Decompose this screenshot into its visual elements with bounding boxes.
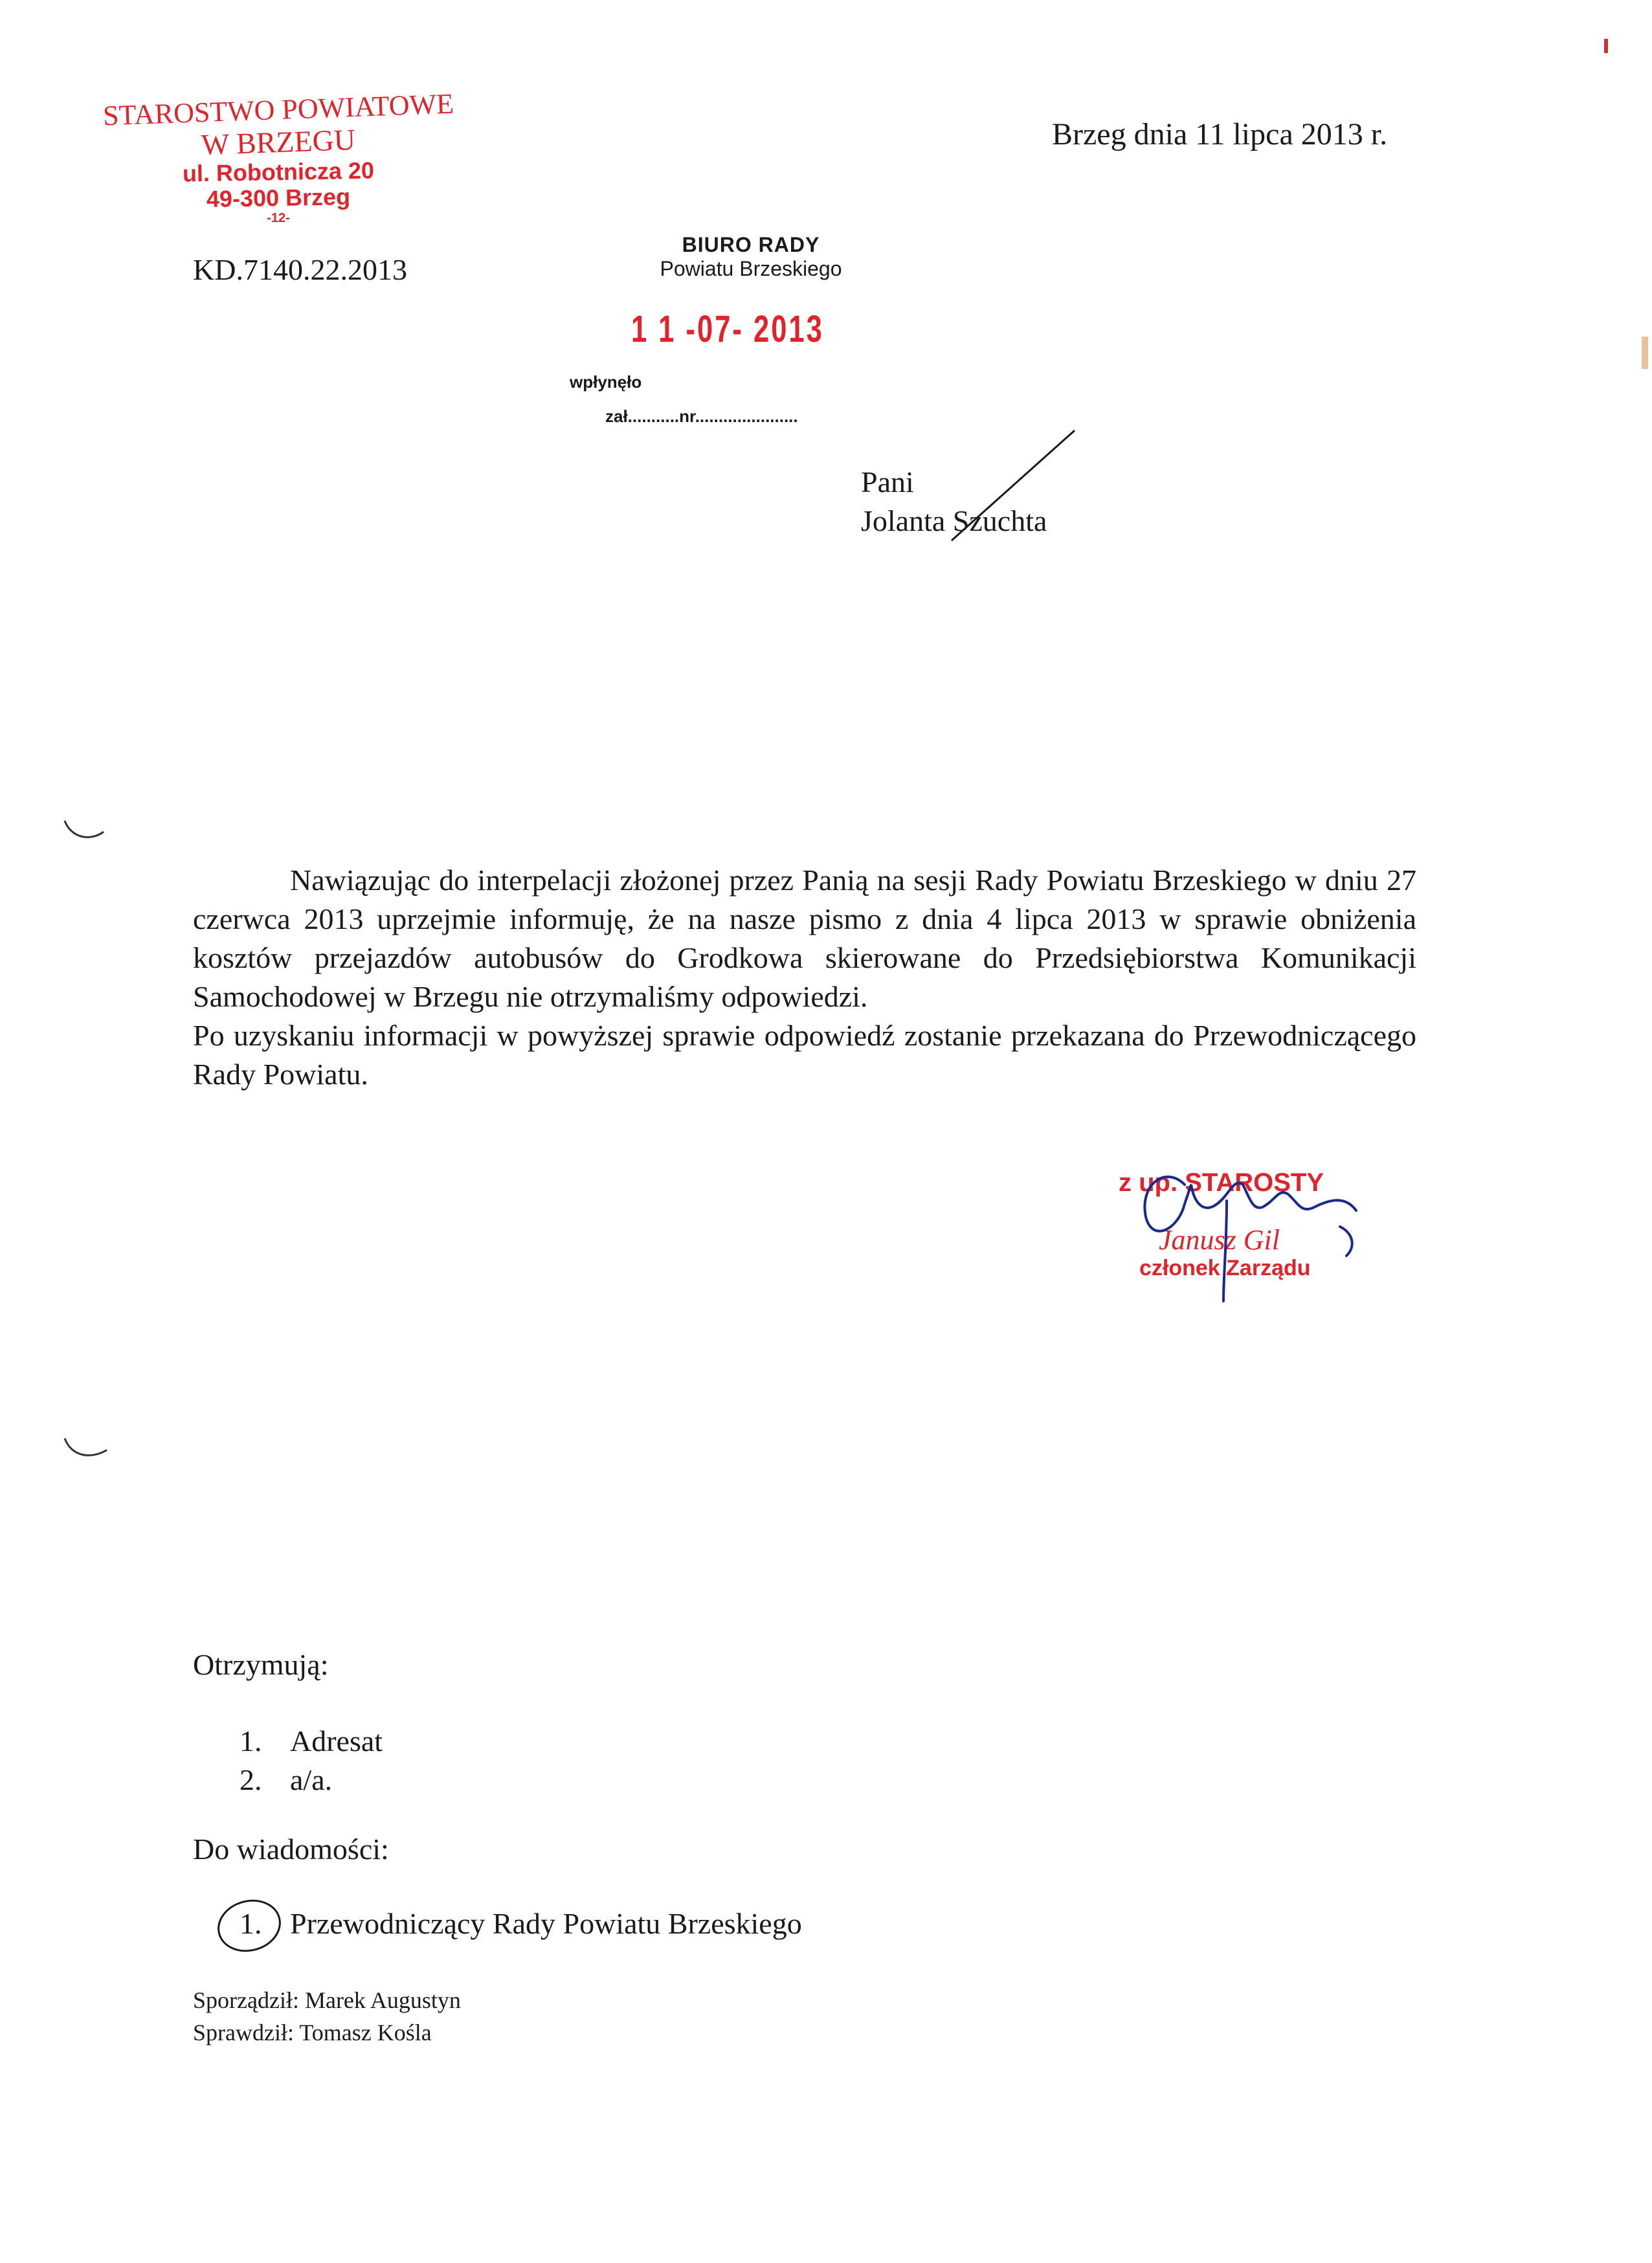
list-item-label: a/a. (290, 1763, 333, 1796)
info-item-label: Przewodniczący Rady Powiatu Brzeskiego (290, 1907, 802, 1940)
recipient-block (861, 463, 1047, 541)
received-date-stamp: 1 1 -07- 2013 (631, 308, 824, 350)
letter-body (193, 861, 1416, 1094)
body-paragraph-2: Po uzyskaniu informacji w powyższej sprawie odpowiedź zostanie przekazana do Przewodniczącego Rady Powiatu. (193, 1019, 1416, 1091)
biuro-stamp-subtitle: Powiatu Brzeskiego (660, 257, 842, 280)
edge-mark (1642, 337, 1648, 369)
binder-hole-mark (65, 1438, 107, 1455)
stamp-line-street: ul. Robotnicza 20 (182, 157, 375, 187)
letter-date: Brzeg dnia 11 lipca 2013 r. (1052, 117, 1388, 151)
biuro-stamp-title: BIURO RADY (682, 233, 820, 256)
list-item-label: Adresat (290, 1724, 383, 1757)
prepared-by: Sporządził: Marek Augustyn (193, 1987, 461, 2013)
received-label: wpłynęło (570, 372, 642, 392)
stamp-line-office: STAROSTWO POWIATOWE (102, 87, 454, 132)
stamp-line-code: -12- (267, 211, 290, 226)
list-item (240, 1722, 383, 1761)
info-item (240, 1906, 802, 1941)
stamp-line-city: W BRZEGU (201, 123, 356, 162)
attachment-field: zał...........nr...................... (605, 407, 798, 426)
recipient-name: Jolanta Szuchta (861, 504, 1047, 537)
stamp-line-postcode: 49-300 Brzeg (206, 183, 351, 213)
recipient-salutation: Pani (861, 465, 914, 498)
list-item-number: 1. (240, 1724, 262, 1757)
prepared-block (193, 1984, 461, 2049)
receivers-list (240, 1722, 383, 1800)
biuro-rady-stamp (608, 233, 893, 281)
signature-name: Janusz Gil (1159, 1224, 1280, 1256)
edge-mark (1604, 39, 1608, 53)
signature-role: członek Zarządu (1139, 1256, 1311, 1280)
body-paragraph-1: Nawiązując do interpelacji złożonej przez Panią na sesji Rady Powiatu Brzeskiego w dniu 27 czerwca 2013 uprzejmie informuję, że na nasze pismo z dnia 4 lipca 2013 w sprawie obniżenia kosztów przejazdów autobusów do Grodkowa skierowane do Przedsiębiorstwa Komunikacji Samochodowej w Brzegu nie otrzymaliśmy odpowiedzi. (193, 864, 1416, 1013)
signature-authority: z up. STAROSTY (1119, 1168, 1324, 1197)
receivers-title: Otrzymują: (193, 1648, 329, 1681)
reference-number: KD.7140.22.2013 (193, 253, 407, 286)
binder-hole-mark (65, 821, 104, 837)
info-title: Do wiadomości: (193, 1833, 389, 1866)
list-item (240, 1761, 383, 1800)
list-item-number: 2. (240, 1763, 262, 1796)
info-item-number: 1. (240, 1907, 262, 1940)
checked-by: Sprawdził: Tomasz Kośla (193, 2020, 432, 2046)
starostwo-stamp (97, 87, 460, 226)
